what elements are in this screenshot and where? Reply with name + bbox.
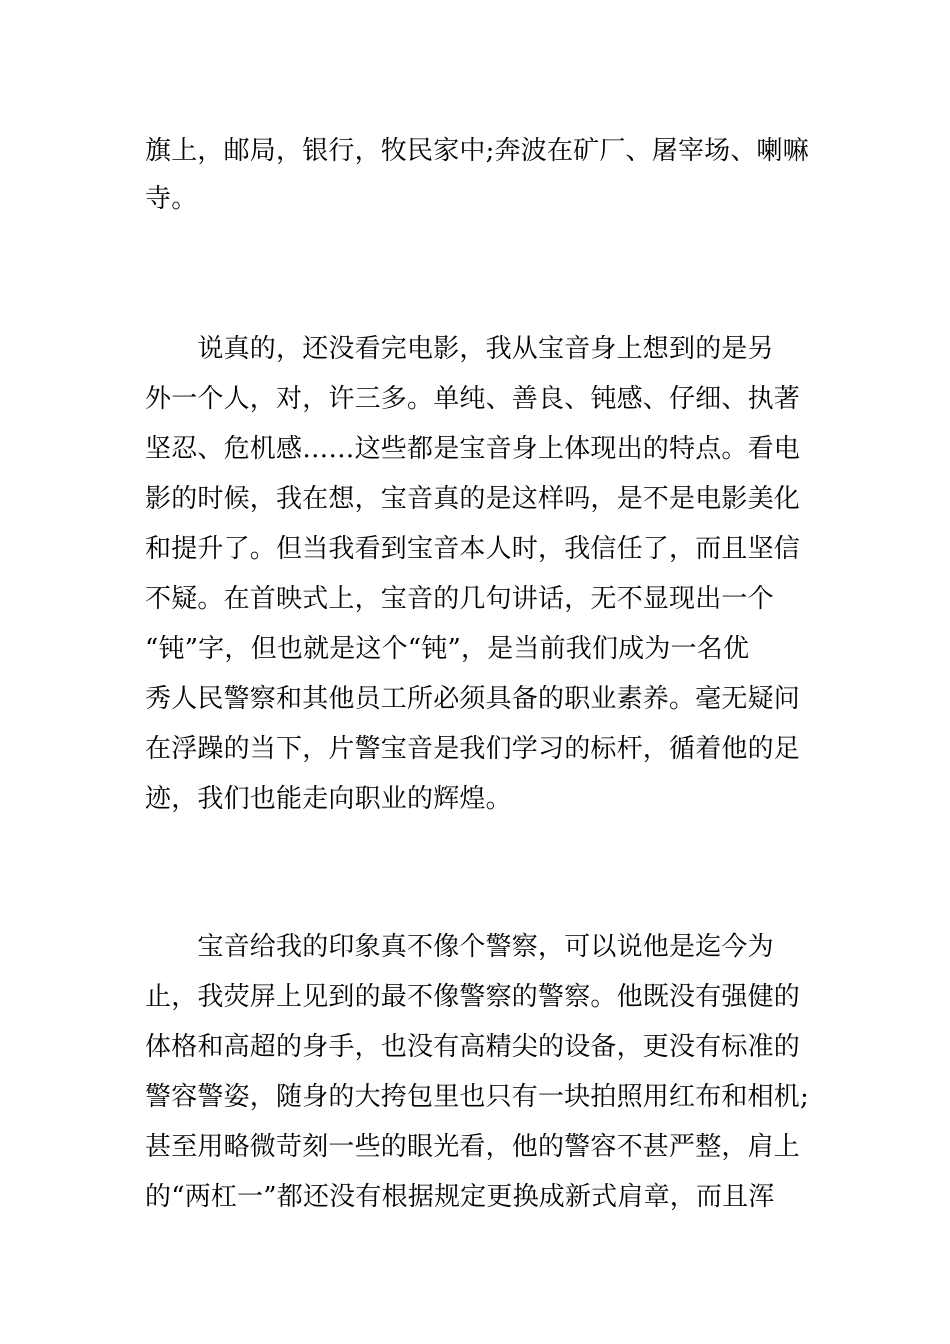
text-line: 和提升了。但当我看到宝音本人时，我信任了，而且坚信 (145, 534, 801, 564)
text-line: “钝”字，但也就是这个“钝”，是当前我们成为一名优 (145, 634, 750, 664)
text-line: 体格和高超的身手，也没有高精尖的设备，更没有标准的 (145, 1032, 801, 1062)
text-line: 迹，我们也能走向职业的辉煌。 (145, 784, 512, 814)
text-line: 宝音给我的印象真不像个警察，可以说他是迄今为 (145, 932, 774, 962)
text-line: 警容警姿，随身的大挎包里也只有一块拍照用红布和相机; (145, 1082, 809, 1112)
text-line: 的“两杠一”都还没有根据规定更换成新式肩章，而且浑 (145, 1182, 775, 1212)
text-line: 不疑。在首映式上，宝音的几句讲话，无不显现出一个 (145, 584, 774, 614)
text-line: 止，我荧屏上见到的最不像警察的警察。他既没有强健的 (145, 982, 801, 1012)
text-line: 坚忍、危机感……这些都是宝音身上体现出的特点。看电 (145, 434, 801, 464)
text-line: 在浮躁的当下，片警宝音是我们学习的标杆，循着他的足 (145, 734, 801, 764)
text-line: 寺。 (145, 184, 198, 214)
text-line: 旗上，邮局，银行，牧民家中;奔波在矿厂、屠宰场、喇嘛 (145, 136, 809, 166)
text-line: 甚至用略微苛刻一些的眼光看，他的警容不甚严整，肩上 (145, 1132, 801, 1162)
text-line: 外一个人，对，许三多。单纯、善良、钝感、仔细、执著 (145, 384, 801, 414)
text-line: 秀人民警察和其他员工所必须具备的职业素养。毫无疑问 (145, 684, 801, 714)
text-line: 说真的，还没看完电影，我从宝音身上想到的是另 (145, 334, 774, 364)
text-line: 影的时候，我在想，宝音真的是这样吗，是不是电影美化 (145, 484, 801, 514)
